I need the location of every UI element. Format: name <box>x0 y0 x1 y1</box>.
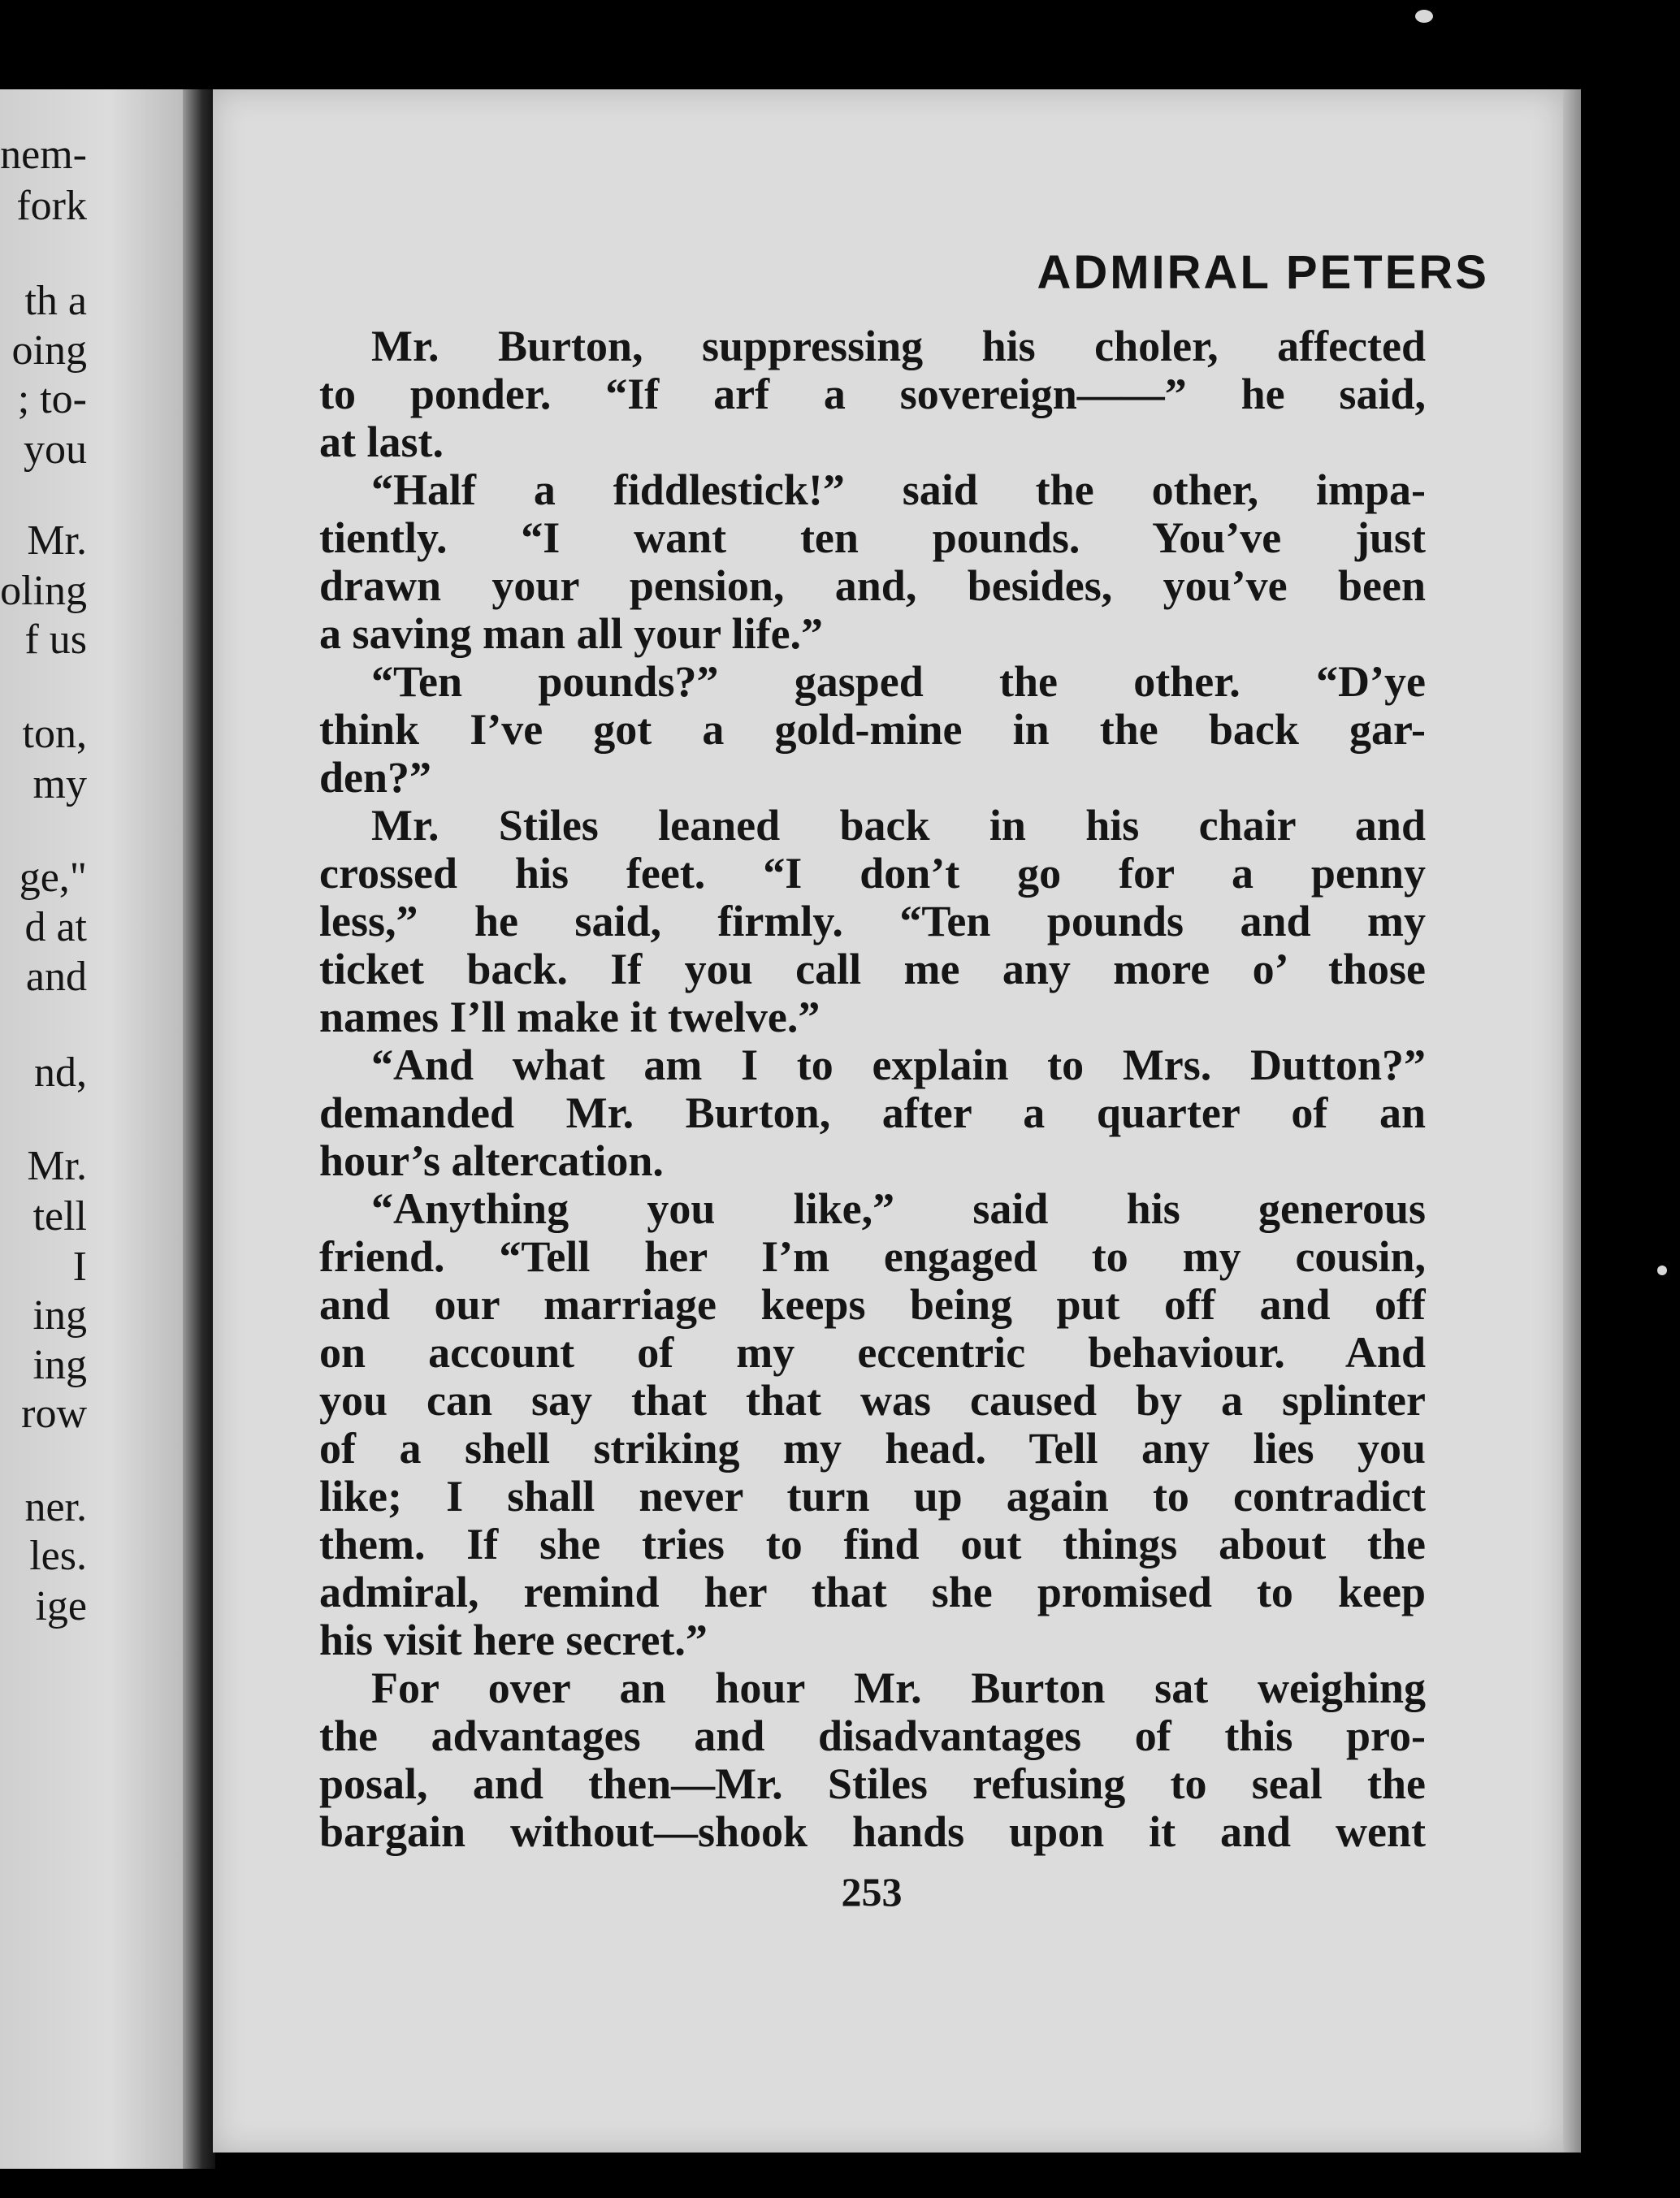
left-page-line: ; to- <box>17 376 87 422</box>
left-page-fragment <box>0 89 183 2169</box>
text-line: posal, and then—Mr. Stiles refusing to seal the <box>319 1760 1426 1808</box>
page-body-text <box>319 322 1426 1856</box>
left-page-line: row <box>21 1391 87 1437</box>
text-line: of a shell striking my head. Tell any lies you <box>319 1425 1426 1473</box>
text-line: think I’ve got a gold-mine in the back gar- <box>319 706 1426 754</box>
left-page-line: tell <box>32 1193 87 1240</box>
text-line: less,” he said, firmly. “Ten pounds and my <box>319 898 1426 945</box>
left-page-line: les. <box>29 1533 87 1579</box>
running-head: ADMIRAL PETERS <box>1037 246 1489 299</box>
left-page-line: ige <box>35 1583 87 1629</box>
left-page-line: Mr. <box>27 1143 87 1189</box>
text-line: names I’ll make it twelve.” <box>319 993 821 1041</box>
text-line: den?” <box>319 754 432 802</box>
left-page-line: ing <box>32 1292 87 1339</box>
left-page-line: ge," <box>19 855 87 901</box>
text-line: crossed his feet. “I don’t go for a penny <box>319 850 1426 898</box>
text-line: to ponder. “If arf a sovereign——” he said, <box>319 370 1426 418</box>
text-line: drawn your pension, and, besides, you’ve been <box>319 562 1426 610</box>
left-page-line: ner. <box>24 1484 87 1530</box>
left-page-line: nem- <box>0 132 87 178</box>
text-line: the advantages and disadvantages of this pro- <box>319 1712 1426 1760</box>
text-line: Mr. Burton, suppressing his choler, affected <box>371 322 1426 370</box>
left-page-line: th a <box>24 278 87 324</box>
left-page-line: d at <box>24 904 87 950</box>
text-line: For over an hour Mr. Burton sat weighing <box>371 1664 1426 1712</box>
left-page-line: fork <box>16 183 87 229</box>
text-line: “Anything you like,” said his generous <box>371 1185 1426 1233</box>
left-page-line: I <box>72 1244 87 1290</box>
left-page-line: and <box>25 954 87 1000</box>
page-number: 253 <box>841 1869 903 1915</box>
left-page-line: my <box>32 761 87 807</box>
text-line: “Half a fiddlestick!” said the other, impa- <box>371 466 1426 514</box>
text-line: hour’s altercation. <box>319 1137 664 1185</box>
left-page-line: nd, <box>34 1049 87 1096</box>
text-line: ticket back. If you call me any more o’ those <box>319 945 1426 993</box>
page-edge <box>1563 89 1581 2153</box>
scan-speck <box>1657 1266 1667 1275</box>
left-page-line: Mr. <box>27 517 87 564</box>
text-line: bargain without—shook hands upon it and went <box>319 1808 1426 1856</box>
left-page-line: f us <box>24 617 87 663</box>
text-line: on account of my eccentric behaviour. And <box>319 1329 1426 1377</box>
left-page-line: ton, <box>22 711 87 757</box>
text-line: a saving man all your life.” <box>319 610 824 658</box>
text-line: “And what am I to explain to Mrs. Dutton?” <box>371 1041 1426 1089</box>
text-line: his visit here secret.” <box>319 1616 708 1664</box>
text-line: at last. <box>319 418 444 466</box>
text-line: them. If she tries to find out things about the <box>319 1521 1426 1568</box>
text-line: “Ten pounds?” gasped the other. “D’ye <box>371 658 1426 706</box>
text-line: and our marriage keeps being put off and off <box>319 1281 1426 1329</box>
left-page-line: oling <box>0 568 87 614</box>
book-page <box>213 89 1563 2153</box>
left-page-line: ing <box>32 1342 87 1388</box>
scan-speck <box>1415 10 1433 23</box>
left-page-line: oing <box>11 327 87 374</box>
text-line: tiently. “I want ten pounds. You’ve just <box>319 514 1426 562</box>
text-line: you can say that that was caused by a splinter <box>319 1377 1426 1425</box>
left-page-line: you <box>24 426 87 473</box>
text-line: demanded Mr. Burton, after a quarter of an <box>319 1089 1426 1137</box>
text-line: friend. “Tell her I’m engaged to my cousin, <box>319 1233 1426 1281</box>
text-line: admiral, remind her that she promised to keep <box>319 1568 1426 1616</box>
text-line: Mr. Stiles leaned back in his chair and <box>371 802 1426 850</box>
text-line: like; I shall never turn up again to contradict <box>319 1473 1426 1521</box>
book-gutter <box>183 89 215 2169</box>
